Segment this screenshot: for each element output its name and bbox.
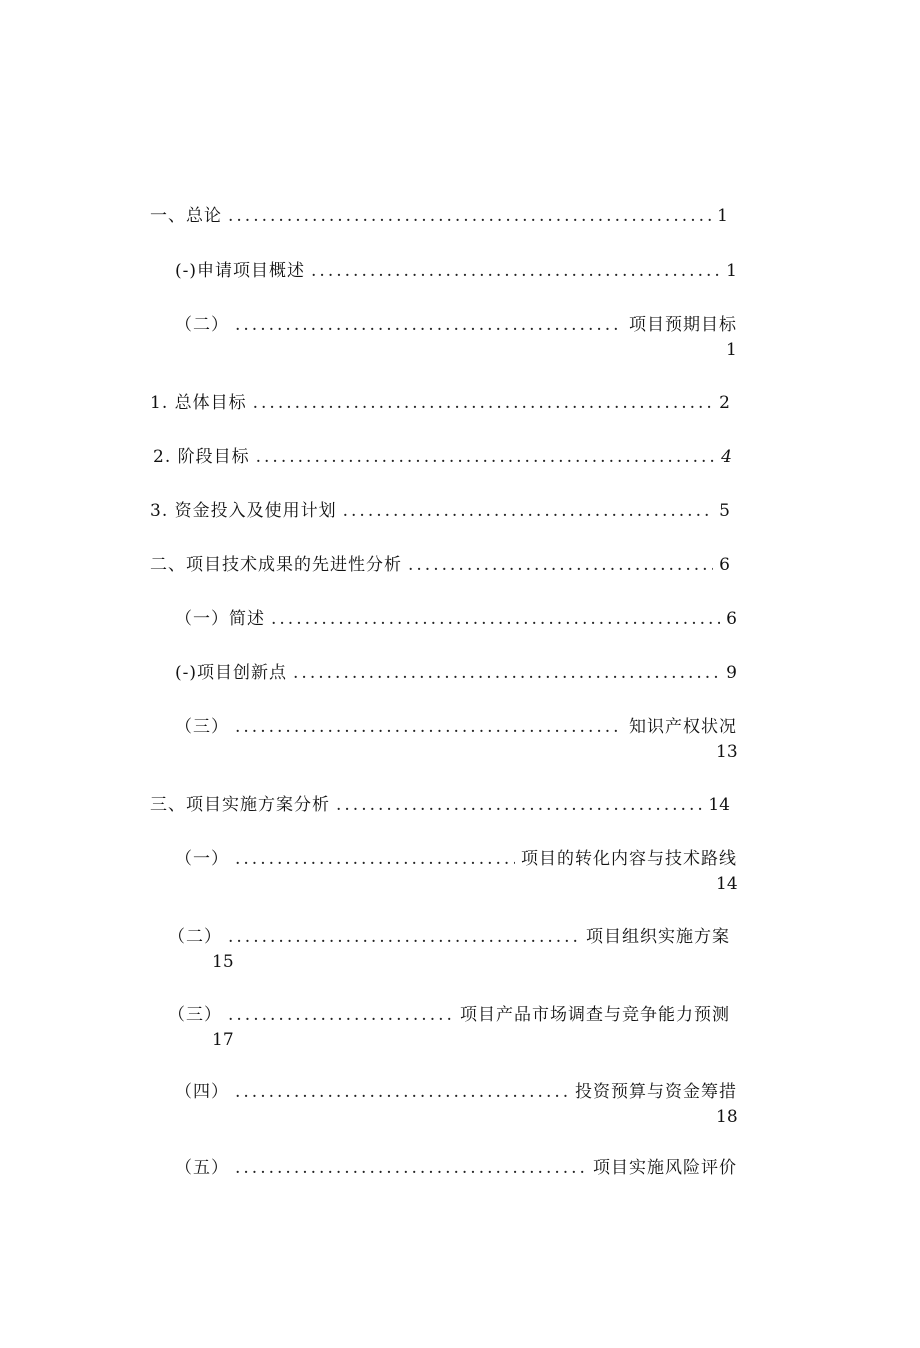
toc-title: 投资预算与资金筹措 [575, 1082, 737, 1102]
dot-leader [235, 1080, 569, 1104]
toc-title: 项目的转化内容与技术路线 [521, 849, 737, 869]
dot-leader [271, 607, 720, 631]
dot-leader [311, 259, 720, 283]
toc-page-number: 14 [708, 795, 730, 815]
toc-label: （五） [175, 1158, 229, 1178]
dot-leader [293, 661, 720, 685]
toc-label: 3. 资金投入及使用计划 [150, 501, 337, 521]
toc-page-number: 15 [212, 952, 234, 972]
toc-label: （一）简述 [175, 609, 265, 629]
toc-label: 1. 总体目标 [150, 393, 247, 413]
toc-label: （二） [168, 927, 222, 947]
toc-title: 项目组织实施方案 [586, 927, 730, 947]
toc-label: 二、项目技术成果的先进性分析 [150, 555, 402, 575]
toc-page-number: 1 [717, 206, 728, 226]
toc-page-number: 1 [726, 261, 737, 281]
toc-page-number: 6 [719, 555, 730, 575]
toc-page-number: 13 [716, 742, 738, 762]
dot-leader [235, 715, 623, 739]
toc-page-number: 1 [726, 340, 737, 360]
toc-page-number: 18 [716, 1107, 738, 1127]
toc-label: （三） [168, 1005, 222, 1025]
toc-label: （四） [175, 1082, 229, 1102]
toc-entry[interactable] [150, 793, 730, 817]
toc-label: （二） [175, 315, 229, 335]
dot-leader [336, 793, 702, 817]
dot-leader [228, 204, 711, 228]
toc-label: 2. 阶段目标 [153, 447, 250, 467]
toc-title: 知识产权状况 [629, 717, 737, 737]
toc-entry[interactable] [150, 204, 728, 228]
toc-entry[interactable] [153, 445, 732, 469]
toc-page-number: 17 [212, 1030, 234, 1050]
dot-leader [228, 925, 580, 949]
toc-page-number: 2 [719, 393, 730, 413]
toc-entry[interactable] [175, 1080, 737, 1104]
dot-leader [235, 313, 623, 337]
toc-page-number: 5 [719, 501, 730, 521]
toc-entry[interactable] [175, 259, 737, 283]
toc-entry[interactable] [150, 391, 730, 415]
dot-leader [343, 499, 714, 523]
toc-label: 一、总论 [150, 206, 222, 226]
toc-entry[interactable] [175, 607, 737, 631]
toc-page-number: 9 [726, 663, 737, 683]
dot-leader [256, 445, 716, 469]
toc-page-number: 4 [721, 447, 732, 467]
toc-entry[interactable] [175, 715, 737, 739]
dot-leader [235, 1156, 587, 1180]
toc-label: （三） [175, 717, 229, 737]
toc-entry[interactable] [150, 499, 730, 523]
dot-leader [228, 1003, 454, 1027]
dot-leader [235, 847, 515, 871]
toc-label: 三、项目实施方案分析 [150, 795, 330, 815]
toc-page-number: 6 [726, 609, 737, 629]
toc-entry[interactable] [175, 1156, 737, 1180]
dot-leader [408, 553, 713, 577]
toc-entry[interactable] [168, 1003, 730, 1027]
toc-entry[interactable] [168, 925, 730, 949]
toc-label: （一） [175, 849, 229, 869]
toc-title: 项目实施风险评价 [593, 1158, 737, 1178]
toc-page-number: 14 [716, 874, 738, 894]
dot-leader [253, 391, 714, 415]
toc-label: (-)申请项目概述 [175, 261, 306, 281]
toc-title: 项目预期目标 [629, 315, 737, 335]
toc-entry[interactable] [175, 313, 737, 337]
toc-entry[interactable] [175, 661, 737, 685]
toc-entry[interactable] [150, 553, 730, 577]
toc-entry[interactable] [175, 847, 737, 871]
toc-label: (-)项目创新点 [175, 663, 288, 683]
toc-title: 项目产品市场调查与竞争能力预测 [460, 1005, 730, 1025]
